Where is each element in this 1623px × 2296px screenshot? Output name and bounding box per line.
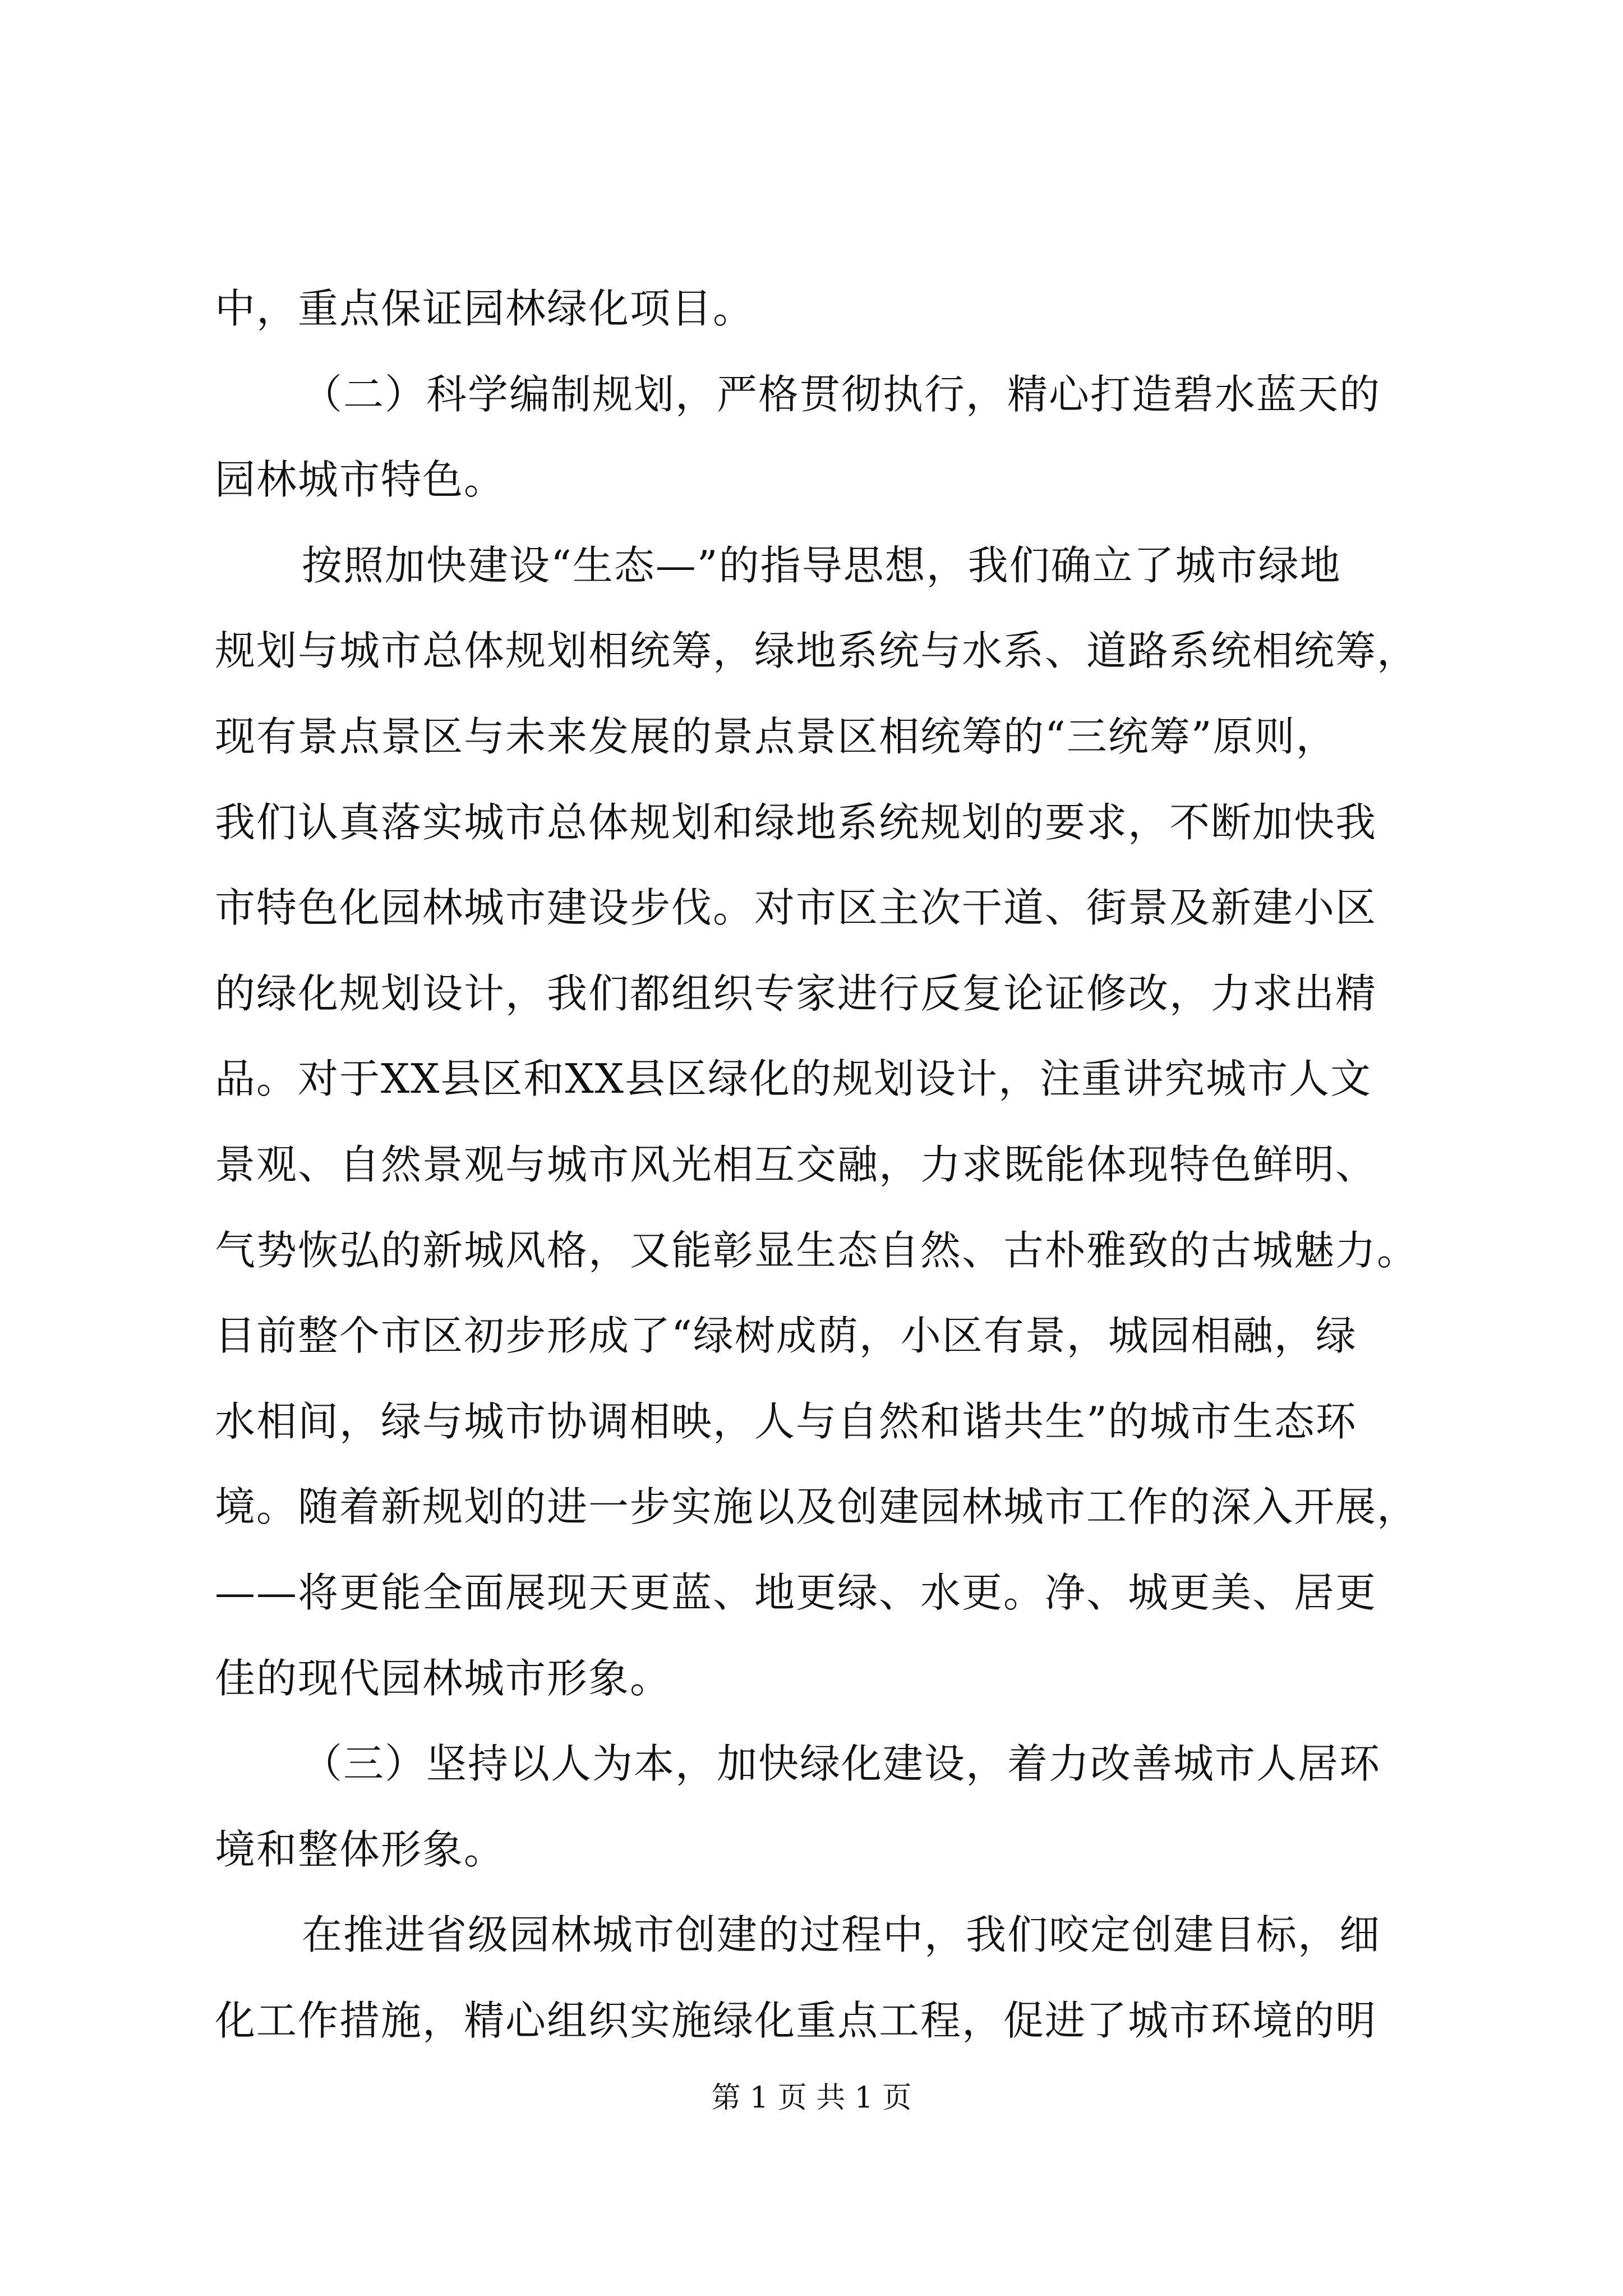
text-line: 中，重点保证园林绿化项目。 bbox=[215, 285, 755, 332]
text-line: 水相间，绿与城市协调相映，人与自然和谐共生”的城市生态环 bbox=[215, 1398, 1357, 1445]
text-line: 景观、自然景观与城市风光相互交融，力求既能体现特色鲜明、 bbox=[215, 1141, 1377, 1188]
page-footer: 第 1 页 共 1 页 bbox=[711, 2081, 912, 2115]
text-line: 境。随着新规划的进一步实施以及创建园林城市工作的深入开展， bbox=[215, 1483, 1419, 1530]
text-line: 规划与城市总体规划相统筹，绿地系统与水系、道路系统相统筹， bbox=[215, 627, 1419, 674]
text-line: 境和整体形象。 bbox=[215, 1826, 506, 1873]
text-line: 品。对于XX县区和XX县区绿化的规划设计，注重讲究城市人文 bbox=[215, 1055, 1372, 1102]
text-line: 化工作措施，精心组织实施绿化重点工程，促进了城市环境的明 bbox=[215, 1997, 1377, 2044]
text-line: 按照加快建设“生态—”的指导思想，我们确立了城市绿地 bbox=[302, 542, 1341, 589]
text-line: 我们认真落实城市总体规划和绿地系统规划的要求，不断加快我 bbox=[215, 799, 1377, 846]
text-line: ——将更能全面展现天更蓝、地更绿、水更。净、城更美、居更 bbox=[215, 1569, 1377, 1616]
text-line: 园林城市特色。 bbox=[215, 456, 506, 503]
text-line: 佳的现代园林城市形象。 bbox=[215, 1655, 672, 1702]
section-heading: （二）科学编制规划，严格贯彻执行，精心打造碧水蓝天的 bbox=[302, 371, 1381, 418]
text-line: 气势恢弘的新城风格，又能彰显生态自然、古朴雅致的古城魅力。 bbox=[215, 1227, 1419, 1274]
text-line: 市特色化园林城市建设步伐。对市区主次干道、街景及新建小区 bbox=[215, 884, 1377, 931]
text-line: 的绿化规划设计，我们都组织专家进行反复论证修改，力求出精 bbox=[215, 970, 1377, 1017]
text-line: 现有景点景区与未来发展的景点景区相统筹的“三统筹”原则， bbox=[215, 713, 1338, 760]
text-line: 目前整个市区初步形成了“绿树成荫，小区有景，城园相融，绿 bbox=[215, 1312, 1357, 1359]
text-line: 在推进省级园林城市创建的过程中，我们咬定创建目标，细 bbox=[302, 1911, 1381, 1958]
section-heading: （三）坚持以人为本，加快绿化建设，着力改善城市人居环 bbox=[302, 1740, 1381, 1787]
